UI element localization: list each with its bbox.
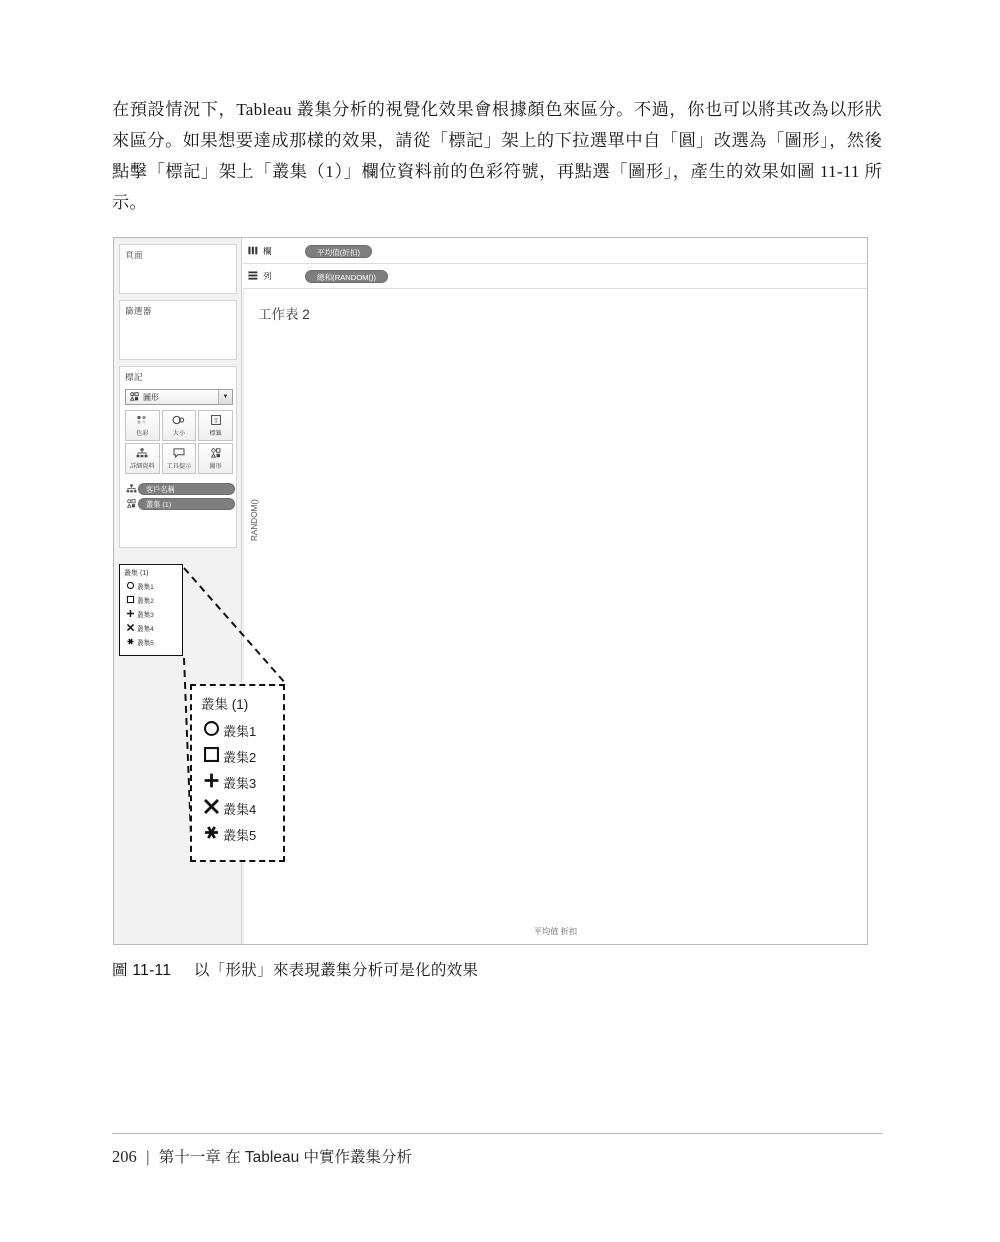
- shape-legend-magnified-item-label: 叢集1: [223, 723, 257, 739]
- plus-icon: [199, 771, 223, 794]
- shape-legend-magnified: [190, 684, 285, 862]
- tooltip-bubble-icon: [173, 448, 185, 460]
- marks-type-value: 圖形: [143, 392, 159, 402]
- shelf-area: [243, 238, 867, 290]
- x-cross-icon: [124, 623, 137, 634]
- marks-pill-row-customer[interactable]: [125, 483, 235, 495]
- pages-panel[interactable]: [119, 244, 237, 294]
- shape-legend-magnified-title: 叢集 (1): [201, 697, 249, 712]
- shape-legend-item-label: 叢集4: [137, 626, 154, 633]
- footer-rule: [112, 1133, 882, 1134]
- worksheet-title: 工作表 2: [258, 307, 310, 322]
- marks-button-shape[interactable]: [198, 443, 233, 474]
- marks-button-tooltip-label: 工具提示: [166, 462, 192, 470]
- tableau-screenshot-figure: [113, 237, 868, 945]
- filters-panel[interactable]: [119, 300, 237, 360]
- footer-chapter: 第十一章 在 Tableau 中實作叢集分析: [158, 1149, 412, 1166]
- asterisk-icon: [124, 637, 137, 648]
- page-footer: [112, 1145, 412, 1167]
- columns-shelf-label: 欄: [263, 246, 272, 256]
- shape-legend-item[interactable]: [120, 621, 182, 635]
- shape-legend-magnified-item-label: 叢集4: [223, 801, 257, 817]
- footer-separator: |: [145, 1149, 150, 1166]
- marks-button-size-label: 大小: [172, 429, 186, 437]
- square-icon: [199, 745, 223, 768]
- plus-icon: [124, 609, 137, 620]
- shape-legend-item[interactable]: [120, 607, 182, 621]
- detail-hierarchy-icon: [125, 484, 138, 495]
- shape-legend-magnified-item-label: 叢集2: [223, 749, 257, 765]
- x-axis-title: 平均值 折扣: [533, 927, 578, 936]
- circle-icon: [124, 581, 137, 592]
- shape-legend-item[interactable]: [120, 593, 182, 607]
- shape-legend-magnified-item: [192, 717, 283, 743]
- shape-legend-magnified-item: [192, 821, 283, 847]
- circle-icon: [199, 719, 223, 742]
- marks-pill-customer-name[interactable]: 客戶名稱: [138, 483, 235, 495]
- shape-icon: [210, 448, 222, 460]
- columns-shelf-pill[interactable]: 平均值(折扣): [305, 245, 372, 258]
- pages-panel-title: 頁面: [125, 250, 143, 260]
- figure-caption: [112, 958, 478, 980]
- marks-panel[interactable]: [119, 366, 237, 548]
- detail-hierarchy-icon: [136, 448, 148, 460]
- label-text-icon: [211, 415, 221, 427]
- rows-shelf[interactable]: [243, 264, 867, 289]
- marks-button-color[interactable]: [125, 410, 160, 441]
- chart-canvas[interactable]: [243, 291, 867, 944]
- marks-pills: [125, 483, 235, 513]
- shape-legend-item-label: 叢集3: [137, 612, 154, 619]
- shape-legend-magnified-item-label: 叢集5: [223, 827, 257, 843]
- x-cross-icon: [199, 797, 223, 820]
- rows-shelf-label: 列: [263, 271, 272, 281]
- shape-legend-magnified-item: [192, 795, 283, 821]
- shape-legend[interactable]: [119, 564, 183, 656]
- asterisk-icon: [199, 823, 223, 846]
- marks-button-label-label: 標籤: [209, 429, 222, 437]
- shape-legend-magnified-item-label: 叢集3: [223, 775, 257, 791]
- marks-button-detail-label: 詳細資料: [129, 462, 155, 470]
- shape-legend-magnified-item: [192, 743, 283, 769]
- marks-buttons-grid: [125, 410, 233, 474]
- marks-button-detail[interactable]: [125, 443, 160, 474]
- marks-button-shape-label: 圖形: [209, 462, 222, 470]
- marks-panel-title: 標記: [125, 372, 143, 382]
- shape-legend-magnified-rows: [192, 717, 283, 847]
- shape-icon: [130, 392, 139, 403]
- shape-legend-title: 叢集 (1): [124, 570, 149, 577]
- size-icon: [172, 415, 185, 427]
- figure-number: 圖 11-11: [112, 962, 172, 979]
- body-paragraph: 在預設情況下，Tableau 叢集分析的視覺化效果會根據顏色來區分。不過，你也可以將其改為以形狀來區分。如果想要達成那樣的效果，請從「標記」架上的下拉選單中自「圓」改選為「圖形」，然後點擊「標記」架上「叢集（1）」欄位資料前的色彩符號，再點選「圖形」，產生的效果如圖 11-11 所示。: [112, 100, 882, 212]
- svg-text:T: T: [213, 416, 218, 424]
- chevron-down-icon[interactable]: ▼: [218, 390, 232, 404]
- color-palette-icon: [136, 415, 148, 427]
- rows-shelf-pill[interactable]: 總和(RANDOM()): [305, 270, 388, 283]
- shape-legend-item[interactable]: [120, 579, 182, 593]
- shape-legend-item-label: 叢集1: [137, 584, 154, 591]
- marks-button-tooltip[interactable]: [162, 443, 197, 474]
- shape-legend-item-label: 叢集5: [137, 640, 154, 647]
- marks-button-size[interactable]: [162, 410, 197, 441]
- columns-icon: [243, 246, 263, 257]
- rows-icon: [243, 271, 263, 282]
- y-axis-title: RANDOM(): [250, 499, 259, 541]
- marks-button-color-label: 色彩: [136, 429, 149, 437]
- page-number: 206: [112, 1147, 137, 1166]
- marks-pill-cluster[interactable]: 叢集 (1): [138, 498, 235, 510]
- figure-caption-text: 以「形狀」來表現叢集分析可是化的效果: [193, 962, 479, 979]
- columns-shelf[interactable]: [243, 239, 867, 264]
- shape-legend-rows: [120, 579, 182, 649]
- scatter-plot-svg: [244, 291, 867, 944]
- filters-panel-title: 篩選器: [125, 306, 152, 316]
- marks-button-label[interactable]: [198, 410, 233, 441]
- shape-legend-magnified-item: [192, 769, 283, 795]
- marks-pill-row-cluster[interactable]: [125, 498, 235, 510]
- square-icon: [124, 595, 137, 606]
- shape-legend-item-label: 叢集2: [137, 598, 154, 605]
- shape-icon[interactable]: [125, 499, 138, 510]
- marks-type-dropdown[interactable]: [125, 389, 233, 405]
- shape-legend-item[interactable]: [120, 635, 182, 649]
